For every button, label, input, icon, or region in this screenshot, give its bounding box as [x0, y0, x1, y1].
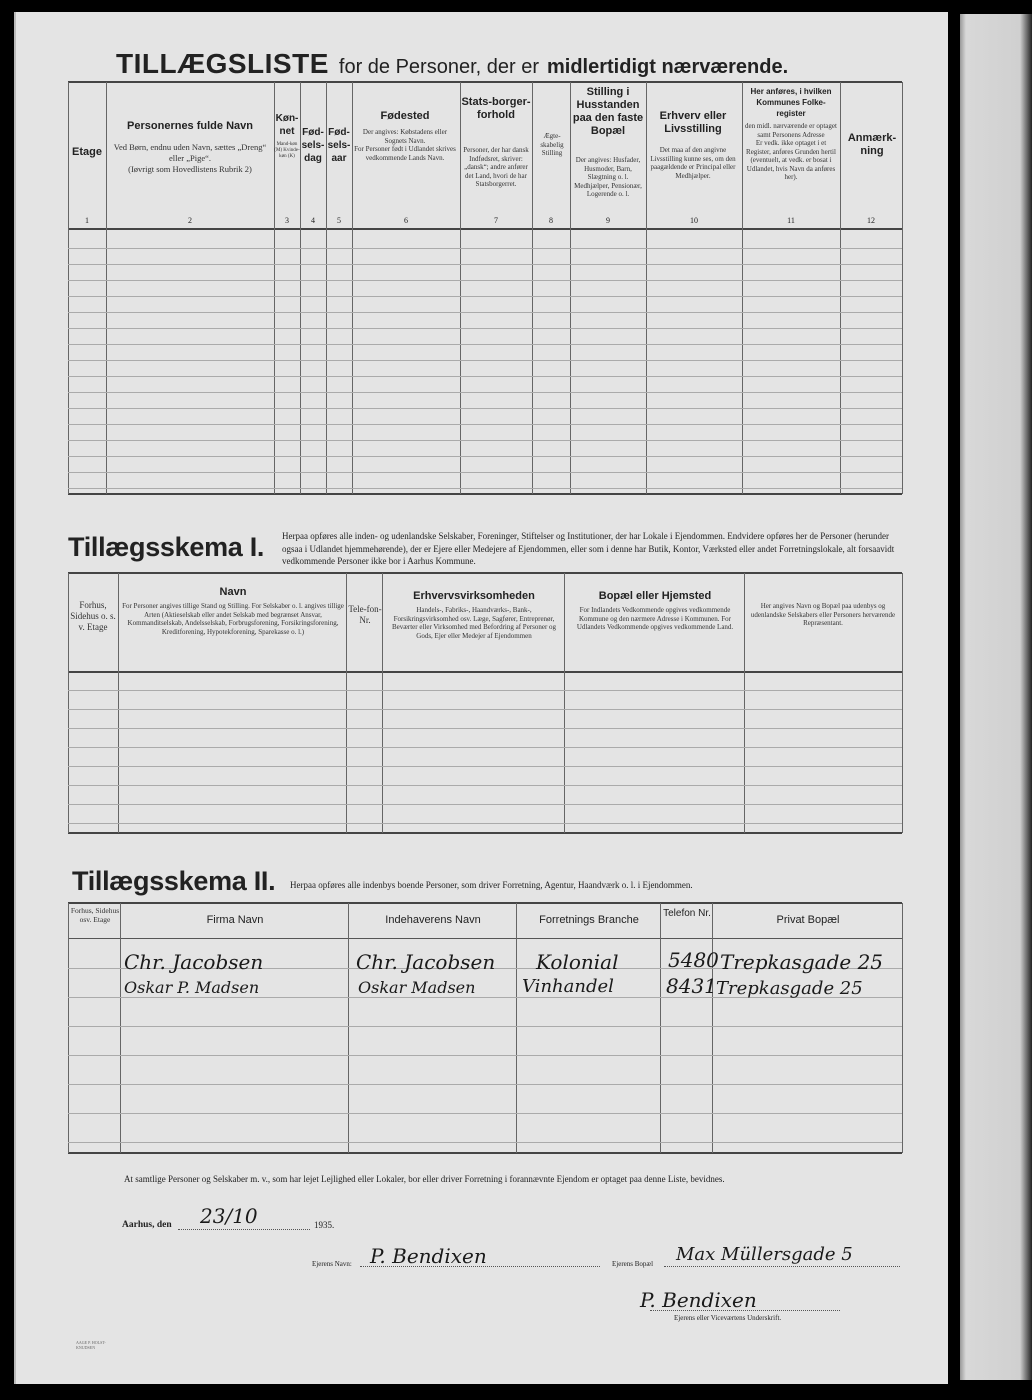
col-number: 11	[787, 216, 795, 225]
footer-place: Aarhus, den	[122, 1220, 172, 1230]
col-name-sub: Ved Børn, endnu uden Navn, sættes „Dreng“ eller „Pige“. (Iøvrigt som Hovedlistens Rubrik 2)	[113, 142, 267, 174]
signature-line	[650, 1310, 840, 1311]
grid-row-line	[68, 488, 902, 489]
row2-firma: Oskar P. Madsen	[124, 978, 260, 997]
grid-row-line	[68, 248, 902, 249]
s2-col-etage: Forhus, Sidehus osv. Etage	[70, 906, 120, 924]
list-title	[116, 48, 876, 80]
grid-line	[902, 573, 903, 833]
grid-line	[660, 903, 661, 1153]
grid-row-line	[68, 440, 902, 441]
owner-address-label: Ejerens Bopæl	[612, 1260, 654, 1268]
rule	[68, 671, 902, 673]
col-register-head: Her anføres, i hvilken Kommunes Folke-register	[750, 87, 832, 118]
grid-row-line	[68, 823, 902, 824]
grid-row-line	[68, 709, 902, 710]
grid-row-line	[68, 328, 902, 329]
row1-telefon: 5480	[668, 948, 719, 972]
grid-line	[352, 82, 353, 494]
grid-line	[532, 82, 533, 494]
grid-row-line	[68, 456, 902, 457]
grid-row-line	[68, 1055, 902, 1056]
grid-row-line	[68, 360, 902, 361]
s2-col-firma: Firma Navn	[206, 914, 264, 926]
grid-row-line	[68, 424, 902, 425]
s1-col-bopael-sub: For Indlandets Vedkommende opgives vedkommende Kommune og den nærmere Adresse i Kommunen. For Udlandets Vedkommende opgives vedkommende Land.	[576, 606, 734, 631]
col-register-sub: den midl. nærværende er optaget samt Personens Adresse Er vedk. ikke optaget i et Register, anføres Grunden hertil (eventuelt, at vedk. er bosat i Udlandet, hvis Navn da anføres her).	[745, 122, 837, 181]
s1-col-etage: Forhus, Sidehus o. s. v. Etage	[70, 600, 116, 632]
col-aegte-sub: Ægte-skabelig Stilling	[540, 132, 564, 157]
title-bold2: midlertidigt nærværende.	[547, 56, 789, 78]
skema1-intro: Herpaa opføres alle inden- og udenlandske Selskaber, Foreninger, Stiftelser og Institutioner, der har Lokale i Ejendommen. Endvidere opføres her de Personer (herunder ogsaa i Udlandet hjemmehørende), der er Ejere eller Medejere af Ejendommen, eller som i denne har Butik, Kontor, Værksted eller andet Forretningslokale, alt forsaavidt vedkommende Personer ikke bor i Aarhus Kommune.	[282, 531, 895, 566]
col-number: 7	[494, 216, 498, 225]
grid-line	[564, 573, 565, 833]
date-line	[178, 1229, 310, 1230]
grid-row-line	[68, 804, 902, 805]
row1-branche: Kolonial	[536, 950, 619, 974]
col-erhverv-sub: Det maa af den angivne Livsstilling kunne ses, om den paagældende er Principal eller Medhjælper.	[650, 146, 736, 180]
grid-row-line	[68, 766, 902, 767]
grid-line	[712, 903, 713, 1153]
signature: P. Bendixen	[640, 1288, 757, 1312]
grid-row-line	[68, 1113, 902, 1114]
grid-line	[744, 573, 745, 833]
rule	[68, 832, 902, 834]
s2-col-branche: Forretnings Branche	[539, 914, 639, 926]
col-name-head: Personernes fulde Navn	[127, 120, 253, 132]
grid-row-line	[68, 728, 902, 729]
grid-row-line	[68, 785, 902, 786]
rule	[68, 938, 902, 939]
adjacent-page-edge	[960, 14, 1032, 1380]
col-number: 12	[867, 216, 875, 225]
grid-row-line	[68, 264, 902, 265]
s2-col-bopael: Privat Bopæl	[776, 914, 840, 926]
owner-name: P. Bendixen	[370, 1244, 487, 1268]
grid-line	[902, 82, 903, 494]
rule	[68, 81, 902, 83]
col-stats-head: Stats-borger-forhold	[461, 96, 531, 121]
col-stats-sub: Personer, der har dansk Indfødsret, skriver: „dansk“; andre anfører det Land, hvori de har Statsborgerret.	[463, 146, 529, 188]
grid-line	[118, 573, 119, 833]
grid-row-line	[68, 280, 902, 281]
skema2-title: Tillægsskema II.	[72, 866, 276, 896]
col-number: 1	[85, 216, 89, 225]
grid-line	[382, 573, 383, 833]
row2-bopael: Trepkasgade 25	[716, 978, 863, 999]
grid-line	[742, 82, 743, 494]
grid-row-line	[68, 1084, 902, 1085]
row2-indehaver: Oskar Madsen	[358, 978, 476, 997]
grid-line	[646, 82, 647, 494]
grid-row-line	[68, 1142, 902, 1143]
footer-date: 23/10	[200, 1204, 258, 1228]
row2-branche: Vinhandel	[522, 976, 614, 997]
grid-line	[570, 82, 571, 494]
s1-col-telefon: Tele-fon-Nr.	[348, 604, 382, 625]
owner-name-label: Ejerens Navn:	[312, 1260, 352, 1268]
grid-line	[840, 82, 841, 494]
col-erhverv-head: Erhverv eller Livsstilling	[659, 110, 727, 135]
skema1-title: Tillægsskema I.	[68, 532, 265, 562]
col-number: 10	[690, 216, 698, 225]
owner-address-line	[664, 1266, 900, 1267]
rule	[68, 493, 902, 495]
grid-line	[68, 573, 69, 833]
grid-line	[346, 573, 347, 833]
grid-line	[460, 82, 461, 494]
grid-row-line	[68, 392, 902, 393]
rule	[68, 902, 902, 904]
rule	[68, 572, 902, 574]
s1-col-erhverv-sub: Handels-, Fabriks-, Haandværks-, Bank-, Forsikringsvirksomhed osv. Læge, Sagfører, Entreprenør, Beværter eller Virksomhed med Befordring af Personer og Gods, Ejer eller Medejer af Ejendommen	[391, 606, 557, 640]
s2-col-telefon: Telefon Nr.	[663, 908, 711, 919]
s1-col-navn-sub: For Personer angives tillige Stand og Stilling. For Selskaber o. l. angives tillige Arten (Aktieselskab eller andet Selskab med begrænset Ansvar, Kommanditselskab, Andelsselskab, Forbrugsforening, Forsikringsforening, Kreditforening, Hypotekforening, Sparekasse o. l.)	[122, 602, 344, 636]
title-rest: for de Personer, der er	[338, 56, 539, 78]
row1-firma: Chr. Jacobsen	[124, 950, 264, 974]
grid-row-line	[68, 344, 902, 345]
grid-row-line	[68, 408, 902, 409]
grid-line	[516, 903, 517, 1153]
grid-row-line	[68, 296, 902, 297]
footer-statement: At samtlige Personer og Selskaber m. v., som har lejet Lejlighed eller Lokaler, bor eller driver Forretning i forannævnte Ejendom er optaget paa denne Liste, bevidnes.	[124, 1174, 725, 1184]
grid-line	[68, 82, 69, 494]
col-number: 2	[188, 216, 192, 225]
rule	[68, 1152, 902, 1154]
printer-mark: AAGE P. HOLST-KNUDSEN	[76, 1340, 106, 1350]
title-bold: TILLÆGSLISTE	[116, 48, 329, 79]
footer-year: 1935.	[314, 1220, 335, 1230]
grid-line	[902, 903, 903, 1153]
grid-row-line	[68, 472, 902, 473]
col-kon-head: Køn-net	[275, 113, 299, 137]
owner-address: Max Müllersgade 5	[676, 1244, 853, 1265]
grid-line	[68, 903, 69, 1153]
col-number: 8	[549, 216, 553, 225]
signature-label: Ejerens eller Viceværtens Underskrift.	[674, 1314, 782, 1322]
row1-indehaver: Chr. Jacobsen	[356, 950, 496, 974]
col-dag-head: Fød-sels-dag	[301, 127, 325, 164]
row1-bopael: Trepkasgade 25	[720, 950, 884, 974]
col-anm-head: Anmærk-ning	[847, 132, 897, 157]
s1-col-navn-head: Navn	[219, 586, 247, 598]
col-number: 6	[404, 216, 408, 225]
s1-col-bopael-head: Bopæl eller Hjemsted	[598, 590, 712, 602]
col-number: 4	[311, 216, 315, 225]
skema2-intro: Herpaa opføres alle indenbys boende Personer, som driver Forretning, Agentur, Haandværk o. l. i Ejendommen.	[290, 880, 693, 890]
col-stilling-sub: Der angives: Husfader, Husmoder, Barn, Slægtning o. l. Medhjælper, Pensionær, Logerende o. l.	[574, 156, 642, 198]
rule	[68, 228, 902, 230]
col-etage-head: Etage	[72, 146, 102, 158]
grid-row-line	[68, 690, 902, 691]
col-aar-head: Fød-sels-aar	[327, 127, 351, 164]
grid-row-line	[68, 312, 902, 313]
col-kon-sub: Mand-køn (M) Kvinde-køn (K)	[274, 142, 300, 159]
col-number: 3	[285, 216, 289, 225]
col-fodested-sub: Der angives: Købstadens eller Sognets Navn. For Personer født i Udlandet skrives vedkommende Lands Navn.	[354, 128, 456, 162]
col-number: 9	[606, 216, 610, 225]
col-stilling-head: Stilling i Husstanden paa den faste Bopæl	[572, 86, 644, 137]
grid-line	[348, 903, 349, 1153]
grid-line	[106, 82, 107, 494]
s2-col-indehaver: Indehaverens Navn	[385, 914, 481, 926]
col-number: 5	[337, 216, 341, 225]
s1-col-repr: Her angives Navn og Bopæl paa udenbys og udenlandske Selskabers eller Personers herværende Repræsentant.	[750, 602, 896, 627]
grid-line	[120, 903, 121, 1153]
col-fodested-head: Fødested	[380, 110, 430, 122]
grid-row-line	[68, 376, 902, 377]
grid-row-line	[68, 747, 902, 748]
s1-col-erhverv-head: Erhvervsvirksomheden	[413, 590, 535, 602]
grid-row-line	[68, 1026, 902, 1027]
row2-telefon: 8431	[666, 974, 717, 998]
